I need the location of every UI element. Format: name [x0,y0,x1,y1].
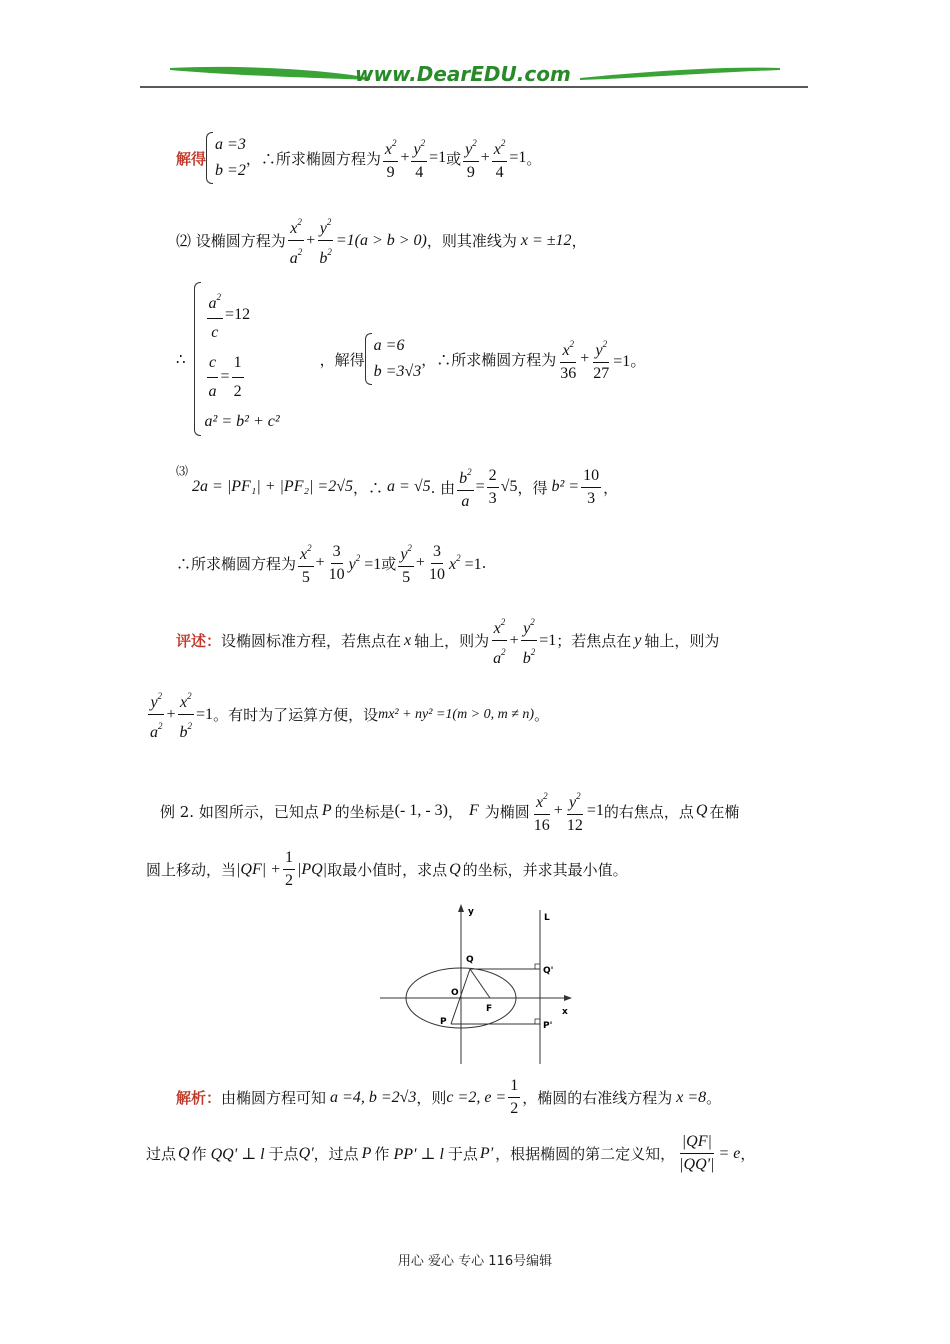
logo-text: www.DearEDU.com [355,62,571,86]
part2-end: =1。 [613,352,647,370]
ex2-text-2a: 圆上移动，当 [146,861,237,879]
last-b: 作 [191,1145,207,1163]
ex2-text-c: 为椭圆 [484,802,530,821]
ex2-text-b: 的坐标是 [334,802,395,821]
analysis-then: ，则 [416,1089,447,1107]
review-y: y [634,631,642,649]
last-QQ: QQ' ⊥ l [210,1145,265,1163]
frac-b2-a: $\frac{b^2}{a}$ [457,462,474,512]
last-Pp: P' [479,1144,494,1162]
frac-x2-5: $\frac{x^2}{5}$ [298,538,314,588]
part3-eq2: = [475,478,485,495]
review-text4: 轴上，则为 [644,632,720,650]
solution-line-1: 解得 a =3 b =2 ，∴所求椭圆方程为 $\frac{x^2}{9}$ + $\frac{y^2}{4}$ =1 或 $\frac{y^2}{9}$ + $\frac{x^2}{4}$ =1 。 [176,132,541,184]
frac-x2-a2-r: $\frac{x^2}{a^2}$ [491,612,508,669]
part3-eq: 2a = |PF₁| + |PF₂| =2√5 [192,478,353,495]
analysis-line [176,1076,721,1119]
ex2-P: P [321,802,332,819]
last-c: 于点 [268,1145,299,1163]
frac-y2-27: $\frac{y^2}{27}$ [591,334,611,384]
frac-x2-36: $\frac{x^2}{36}$ [558,334,578,384]
last-f: 于点 [447,1145,478,1163]
analysis-dir: x =8 [676,1088,707,1106]
system-brace [206,132,213,184]
analysis-end: 。 [706,1089,722,1107]
frac-x2-4: $\frac{x^2}{4}$ [492,133,508,183]
frac-x2-a2: $\frac{x^2}{a^2}$ [288,212,305,269]
last-d: ，过点 [313,1145,359,1163]
ex2-text-e: 在椭 [709,802,740,821]
figure-svg [378,900,578,1068]
ex2-text-2c: 的坐标，并求其最小值。 [462,861,628,879]
ex2-F: F [468,802,479,819]
frac-y2-b2: $\frac{y^2}{b^2}$ [317,212,334,269]
frac-QF-QQ: $\frac{|QF|}{|QQ'|}$ [679,1133,715,1173]
end-mark: 。 [526,149,542,168]
last-h: = e [718,1144,741,1162]
last-Qp: Q' [298,1144,314,1162]
fig-y-label: y [468,907,474,917]
last-PP: PP' ⊥ l [393,1145,444,1163]
review-label: 评述： [176,632,222,650]
therefore: ∴ [176,350,186,368]
review-line-1: 评述： 设椭圆标准方程，若焦点在 x 轴上，则为 $\frac{x^2}{a^2}$ + $\frac{y^2}{b^2}$ =1 ；若焦点在 y 轴上，则为 [176,612,719,669]
review-text3: ；若焦点在 [556,632,632,650]
last-P: P [361,1144,372,1162]
part2-jiede: ，解得 [319,350,365,369]
ex2-comma: ， [447,802,463,821]
fig-Q-label: Q [466,955,474,965]
part3-get: ，得 [517,478,548,497]
eq-abc: a² = b² + c² [204,412,280,430]
ex2-text-d: 的右焦点，点 [603,802,694,821]
ex2-Q: Q [695,802,708,819]
ex2-expr: |QF| + [236,860,281,878]
sol-a: a =6 [373,337,405,354]
review-x: x [404,631,412,649]
fig-Pp-label: P' [543,1021,553,1031]
sys-a: a =3 [215,136,246,153]
or-text: 或 [446,149,462,168]
last-e: 作 [374,1145,390,1163]
part2-label: ⑵ 设椭圆方程为 [176,232,286,250]
sys-b: b =2 [215,162,246,179]
example2-line-2 [146,848,628,891]
frac-y2-a2: $\frac{y^2}{a^2}$ [148,686,165,743]
frac-y2-12: $\frac{y^2}{12}$ [565,786,585,836]
part3-a: a = √5 [387,478,431,495]
result-text: ，∴所求椭圆方程为 [245,149,381,168]
part3-or: 或 [381,554,397,573]
ex2-Q2: Q [449,860,461,878]
part2-directrix: x = ±12 [520,231,572,249]
analysis-text2: ，椭圆的右准线方程为 [522,1089,673,1107]
frac-x2-b2: $\frac{x^2}{b^2}$ [178,686,195,743]
part3-comma: ， [603,478,619,497]
ex2-text-2b: 取最小值时，求点 [327,861,448,879]
analysis-label: 解析： [176,1089,222,1107]
frac-y2-b2-r: $\frac{y^2}{b^2}$ [521,612,538,669]
part2-cond: =1(a > b > 0) [335,231,427,249]
example2-line-1: 例 2. 如图所示，已知点 P 的坐标是 (- 1, - 3) ， F 为椭圆 $\frac{x^2}{16}$ + $\frac{y^2}{12}$ =1 的右焦点，点 Q 在椭 [160,786,739,836]
part3-therefore: ，∴ [353,478,384,497]
frac-y2-9: $\frac{y^2}{9}$ [463,133,479,183]
part3-result-text: ∴所求椭圆方程为 [176,554,297,573]
frac-1-2-e: $\frac{1}{2}$ [510,1077,519,1117]
review-line-2: $\frac{y^2}{a^2}$ + $\frac{x^2}{b^2}$ =1 。有时为了运算方便，设 mx² + ny² =1(m > 0, m ≠ n) 。 [146,686,549,743]
part2-system-line: ∴ $\frac{a^2}{c}$ =12 $\frac{c}{a}$ = $\frac{1}{2}$ a² = b² + c² ，解得 a =6 b =3√3 ，∴所求椭圆方程为 $\frac{x^2}{36}$ + $\frac{y^2}{27}$ =1。 [176,282,646,436]
frac-x2-9: $\frac{x^2}{9}$ [383,133,399,183]
analysis-c: c =2, e = [446,1088,507,1106]
fig-F-label: F [486,1004,493,1014]
part3-end: . [481,554,487,572]
ellipse-figure [378,900,578,1068]
last-a: 过点 [146,1145,177,1163]
ex2-text-a: 例 2. 如图所示，已知点 [160,802,319,821]
part3-line [176,462,618,512]
review-text2: 轴上，则为 [414,632,490,650]
part3-result-line: ∴所求椭圆方程为 $\frac{x^2}{5}$ + $\frac{3}{10}$ $y^2 =1$ 或 $\frac{y^2}{5}$ + $\frac{3}{10}$ $x^2 =1$ . [176,538,486,588]
part3-by: . 由 [430,478,456,497]
last-line [146,1132,755,1175]
ex2-coord: (- 1, - 3) [394,802,448,819]
part2-comma: ， [571,232,587,250]
footer-text: 用心 爱心 专心 116号编辑 [397,1254,553,1269]
frac-3-10-b: $\frac{3}{10}$ [428,542,445,583]
frac-3-10: $\frac{3}{10}$ [328,542,345,583]
analysis-text1: 由椭圆方程可知 [221,1089,327,1107]
part2-system: $\frac{a^2}{c}$ =12 $\frac{c}{a}$ = $\frac{1}{2}$ a² = b² + c² [194,282,280,436]
review-eq: mx² + ny² =1(m > 0, m ≠ n) [378,706,535,722]
fig-Qp-label: Q' [543,966,554,976]
header-logo [140,58,810,92]
sol-b: b =3√3 [373,363,422,380]
part2-result: ，∴所求椭圆方程为 [421,350,557,369]
part2-line: ⑵ 设椭圆方程为 $\frac{x^2}{a^2}$ + $\frac{y^2}{b^2}$ =1(a > b > 0) ，则其准线为 x = ±12 ， [176,212,587,269]
frac-y2-4: $\frac{y^2}{4}$ [411,133,427,183]
last-i: ， [740,1145,756,1163]
analysis-vals: a =4, b =2√3 [330,1088,417,1106]
frac-1-2: $\frac{1}{2}$ [284,849,293,889]
frac-x2-16: $\frac{x^2}{16}$ [532,786,552,836]
part2-solution [365,333,422,385]
fig-L-label: L [544,913,550,923]
frac-10-3: $\frac{10}{3}$ [583,466,600,507]
part2-brace [194,282,201,436]
last-Q: Q [178,1144,190,1162]
frac-2-3: $\frac{2}{3}$ [488,466,497,507]
fig-P-label: P [440,1017,447,1027]
last-g: ，根据椭圆的第二定义知， [495,1145,676,1163]
solution-system [206,132,246,184]
review-text5: 。有时为了运算方便，设 [213,706,379,724]
part3-label: ⑶ [176,464,189,478]
review-end: 。 [534,706,550,724]
part3-b2: b² = [551,478,580,495]
ex2-expr2: |PQ| [296,860,328,878]
part3-sqrt5: √5 [500,478,518,495]
frac-y2-5: $\frac{y^2}{5}$ [398,538,414,588]
fig-x-label: x [562,1007,568,1017]
part2-then: ，则其准线为 [426,232,517,250]
review-text1: 设椭圆标准方程，若焦点在 [221,632,402,650]
jiede-label: 解得 [176,149,207,168]
fig-O-label: O [451,988,459,998]
eq-12: =12 [225,305,251,323]
